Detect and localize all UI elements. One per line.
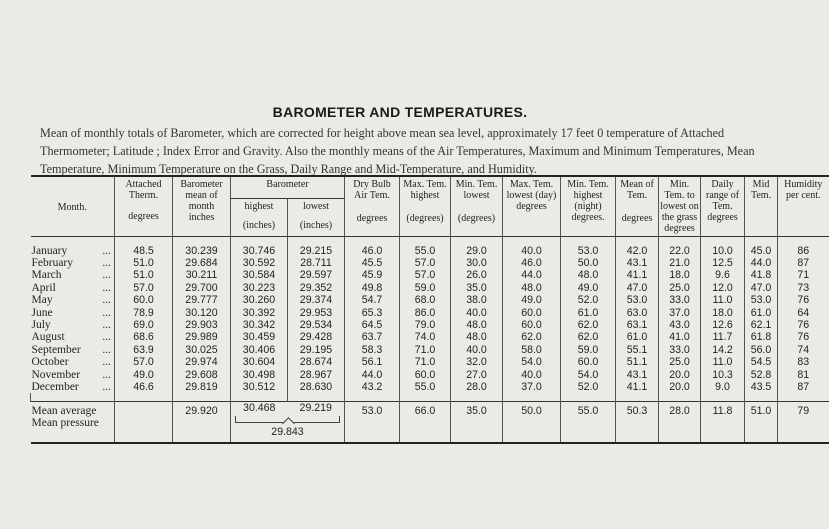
cell-nh: 61.0 xyxy=(561,306,616,318)
header-max-high: Max. Tem. highest (degrees) xyxy=(400,176,451,236)
table-row xyxy=(31,282,829,294)
header-baro-group: Barometer xyxy=(231,176,345,198)
summary-humidity: 79 xyxy=(778,402,829,444)
cell-rg: 11.7 xyxy=(701,331,745,343)
table-header xyxy=(31,176,829,236)
cell-ml: 60.0 xyxy=(503,319,561,331)
cell-bl: 28.630 xyxy=(288,381,345,393)
cell-hu: 87 xyxy=(778,381,829,393)
cell-nh: 53.0 xyxy=(561,245,616,257)
cell-bh: 30.498 xyxy=(231,368,288,380)
summary-row xyxy=(31,402,829,444)
table-row xyxy=(31,294,829,306)
header-range: Daily range of Tem. degrees xyxy=(701,176,745,236)
cell-bl: 29.953 xyxy=(288,306,345,318)
cell-bh: 30.342 xyxy=(231,319,288,331)
header-month: Month. xyxy=(31,176,115,236)
cell-gr: 20.0 xyxy=(659,368,701,380)
summary-body xyxy=(31,402,829,444)
cell-nl: 40.0 xyxy=(451,344,503,356)
cell-db: 58.3 xyxy=(345,344,400,356)
cell-mt: 42.0 xyxy=(616,245,659,257)
cell-mt: 51.1 xyxy=(616,356,659,368)
cell-ml: 49.0 xyxy=(503,294,561,306)
cell-nl: 28.0 xyxy=(451,381,503,393)
cell-bh: 30.592 xyxy=(231,257,288,269)
cell-ml: 40.0 xyxy=(503,368,561,380)
cell-bm: 29.989 xyxy=(173,331,231,343)
cell-rg: 11.0 xyxy=(701,356,745,368)
cell-md: 61.0 xyxy=(745,306,778,318)
table-row xyxy=(31,245,829,257)
summary-dry-bulb: 53.0 xyxy=(345,402,400,444)
month-cell: January ... xyxy=(31,244,111,257)
cell-mh: 57.0 xyxy=(400,257,451,269)
table-row xyxy=(31,257,829,269)
cell-nh: 48.0 xyxy=(561,269,616,281)
cell-mh: 71.0 xyxy=(400,356,451,368)
cell-db: 64.5 xyxy=(345,319,400,331)
cell-bh: 30.223 xyxy=(231,282,288,294)
cell-hu: 64 xyxy=(778,306,829,318)
cell-db: 54.7 xyxy=(345,294,400,306)
summary-max-high: 66.0 xyxy=(400,402,451,444)
cell-mt: 41.1 xyxy=(616,381,659,393)
cell-nh: 49.0 xyxy=(561,282,616,294)
month-cell: August ... xyxy=(31,331,111,344)
cell-md: 56.0 xyxy=(745,344,778,356)
cell-mt: 41.1 xyxy=(616,269,659,281)
cell-hu: 87 xyxy=(778,257,829,269)
cell-rg: 10.0 xyxy=(701,245,745,257)
header-min-low: Min. Tem. lowest (degrees) xyxy=(451,176,503,236)
cell-md: 45.0 xyxy=(745,245,778,257)
cell-ml: 40.0 xyxy=(503,245,561,257)
cell-bl: 29.428 xyxy=(288,331,345,343)
cell-gr: 25.0 xyxy=(659,356,701,368)
cell-bh: 30.512 xyxy=(231,381,288,393)
cell-mt: 43.1 xyxy=(616,257,659,269)
cell-md: 43.5 xyxy=(745,381,778,393)
cell-bl: 29.597 xyxy=(288,269,345,281)
cell-nl: 29.0 xyxy=(451,245,503,257)
month-cell: February ... xyxy=(31,257,111,270)
cell-mh: 86.0 xyxy=(400,306,451,318)
summary-min-low: 35.0 xyxy=(451,402,503,444)
table-row xyxy=(31,368,829,380)
cell-bh: 30.260 xyxy=(231,294,288,306)
cell-gr: 25.0 xyxy=(659,282,701,294)
cell-gr: 33.0 xyxy=(659,344,701,356)
cell-hu: 73 xyxy=(778,282,829,294)
cell-mh: 60.0 xyxy=(400,368,451,380)
cell-mt: 55.1 xyxy=(616,344,659,356)
summary-baro-range xyxy=(231,402,345,444)
cell-hu: 71 xyxy=(778,269,829,281)
table-row xyxy=(31,356,829,368)
cell-bl: 29.352 xyxy=(288,282,345,294)
table-row xyxy=(31,381,829,393)
cell-bl: 29.374 xyxy=(288,294,345,306)
cell-rg: 12.5 xyxy=(701,257,745,269)
cell-nl: 38.0 xyxy=(451,294,503,306)
cell-db: 44.0 xyxy=(345,368,400,380)
header-max-low: Max. Tem. lowest (day) degrees xyxy=(503,176,561,236)
cell-nh: 60.0 xyxy=(561,356,616,368)
cell-bm: 30.025 xyxy=(173,344,231,356)
cell-bm: 30.211 xyxy=(173,269,231,281)
summary-grass: 28.0 xyxy=(659,402,701,444)
cell-ml: 37.0 xyxy=(503,381,561,393)
cell-ml: 62.0 xyxy=(503,331,561,343)
header-mean-tem: Mean of Tem. degrees xyxy=(616,176,659,236)
cell-ml: 44.0 xyxy=(503,269,561,281)
cell-db: 49.8 xyxy=(345,282,400,294)
cell-bm: 29.819 xyxy=(173,381,231,393)
cell-mt: 47.0 xyxy=(616,282,659,294)
cell-att: 69.0 xyxy=(115,319,173,331)
cell-rg: 12.0 xyxy=(701,282,745,294)
summary-label: Mean average Mean pressure xyxy=(31,402,115,444)
cell-mt: 53.0 xyxy=(616,294,659,306)
intro-paragraph: Mean of monthly totals of Barometer, which are corrected for height above mean sea level, approximately 17 feet 0 temperature of Attached Thermometer; Latitude ; Index Error and Gravity. Also the monthly means of the Air Temperatures, Maximum and Minimum Temperatures, Mean Temperature, Minimum Temperature on the Grass, Daily Range and Mid-Temperature, and Humidity. xyxy=(40,126,755,176)
summary-mean-tem: 50.3 xyxy=(616,402,659,444)
cell-mh: 74.0 xyxy=(400,331,451,343)
cell-md: 54.5 xyxy=(745,356,778,368)
cell-bm: 29.974 xyxy=(173,356,231,368)
cell-md: 47.0 xyxy=(745,282,778,294)
cell-rg: 9.0 xyxy=(701,381,745,393)
cell-nl: 30.0 xyxy=(451,257,503,269)
summary-max-low: 50.0 xyxy=(503,402,561,444)
cell-mh: 55.0 xyxy=(400,381,451,393)
cell-att: 63.9 xyxy=(115,344,173,356)
cell-gr: 20.0 xyxy=(659,381,701,393)
cell-nl: 26.0 xyxy=(451,269,503,281)
cell-att: 51.0 xyxy=(115,269,173,281)
summary-baro-combined: 29.843 xyxy=(271,426,304,439)
cell-nl: 48.0 xyxy=(451,331,503,343)
cell-nl: 27.0 xyxy=(451,368,503,380)
cell-att: 68.6 xyxy=(115,331,173,343)
cell-bm: 29.684 xyxy=(173,257,231,269)
cell-db: 45.5 xyxy=(345,257,400,269)
cell-db: 63.7 xyxy=(345,331,400,343)
month-cell: December ... xyxy=(31,380,111,393)
cell-bl: 29.534 xyxy=(288,319,345,331)
cell-rg: 9.6 xyxy=(701,269,745,281)
month-cell: June ... xyxy=(31,306,111,319)
cell-bm: 30.120 xyxy=(173,306,231,318)
cell-rg: 10.3 xyxy=(701,368,745,380)
summary-mid: 51.0 xyxy=(745,402,778,444)
cell-gr: 37.0 xyxy=(659,306,701,318)
cell-bm: 29.608 xyxy=(173,368,231,380)
cell-gr: 43.0 xyxy=(659,319,701,331)
month-cell: April ... xyxy=(31,281,111,294)
cell-md: 62.1 xyxy=(745,319,778,331)
cell-nh: 54.0 xyxy=(561,368,616,380)
header-dry-bulb: Dry Bulb Air Tem. degrees xyxy=(345,176,400,236)
cell-nl: 32.0 xyxy=(451,356,503,368)
cell-mh: 59.0 xyxy=(400,282,451,294)
header-baro-high: highest (inches) xyxy=(231,198,288,236)
barometer-table xyxy=(30,175,829,444)
cell-gr: 41.0 xyxy=(659,331,701,343)
cell-rg: 12.6 xyxy=(701,319,745,331)
header-baro-low: lowest (inches) xyxy=(288,198,345,236)
cell-bm: 29.700 xyxy=(173,282,231,294)
cell-gr: 18.0 xyxy=(659,269,701,281)
table-row xyxy=(31,319,829,331)
month-cell: March ... xyxy=(31,269,111,282)
cell-md: 41.8 xyxy=(745,269,778,281)
summary-range: 11.8 xyxy=(701,402,745,444)
cell-bl: 28.674 xyxy=(288,356,345,368)
cell-nl: 48.0 xyxy=(451,319,503,331)
cell-gr: 22.0 xyxy=(659,245,701,257)
cell-hu: 86 xyxy=(778,245,829,257)
cell-md: 52.8 xyxy=(745,368,778,380)
header-grass: Min. Tem. to lowest on the grass degrees xyxy=(659,176,701,236)
table-row xyxy=(31,331,829,343)
page-title: BAROMETER AND TEMPERATURES. xyxy=(272,104,528,120)
cell-bl: 28.967 xyxy=(288,368,345,380)
cell-bm: 29.903 xyxy=(173,319,231,331)
cell-hu: 76 xyxy=(778,294,829,306)
table-body xyxy=(31,236,829,402)
cell-ml: 58.0 xyxy=(503,344,561,356)
cell-nh: 59.0 xyxy=(561,344,616,356)
table-row xyxy=(31,306,829,318)
cell-bm: 29.777 xyxy=(173,294,231,306)
cell-bh: 30.392 xyxy=(231,306,288,318)
month-cell: September ... xyxy=(31,343,111,356)
cell-mh: 71.0 xyxy=(400,344,451,356)
cell-mh: 79.0 xyxy=(400,319,451,331)
cell-bh: 30.584 xyxy=(231,269,288,281)
cell-md: 61.8 xyxy=(745,331,778,343)
cell-bh: 30.604 xyxy=(231,356,288,368)
cell-att: 48.5 xyxy=(115,245,173,257)
cell-hu: 83 xyxy=(778,356,829,368)
cell-nh: 50.0 xyxy=(561,257,616,269)
cell-nl: 40.0 xyxy=(451,306,503,318)
cell-bh: 30.746 xyxy=(231,245,288,257)
cell-hu: 74 xyxy=(778,344,829,356)
cell-ml: 46.0 xyxy=(503,257,561,269)
cell-nh: 62.0 xyxy=(561,331,616,343)
summary-baro-low: 29.219 xyxy=(299,402,332,415)
table-row xyxy=(31,344,829,356)
cell-nl: 35.0 xyxy=(451,282,503,294)
cell-db: 65.3 xyxy=(345,306,400,318)
month-cell: May ... xyxy=(31,294,111,307)
cell-gr: 33.0 xyxy=(659,294,701,306)
cell-ml: 54.0 xyxy=(503,356,561,368)
cell-db: 45.9 xyxy=(345,269,400,281)
cell-rg: 14.2 xyxy=(701,344,745,356)
cell-md: 53.0 xyxy=(745,294,778,306)
cell-db: 56.1 xyxy=(345,356,400,368)
cell-bm: 30.239 xyxy=(173,245,231,257)
header-humidity: Humidity per cent. xyxy=(778,176,829,236)
cell-mt: 61.0 xyxy=(616,331,659,343)
cell-bh: 30.459 xyxy=(231,331,288,343)
cell-mt: 63.1 xyxy=(616,319,659,331)
cell-hu: 76 xyxy=(778,331,829,343)
header-min-high: Min. Tem. highest (night) degrees. xyxy=(561,176,616,236)
header-attached: Attached Therm. degrees xyxy=(115,176,173,236)
cell-att: 78.9 xyxy=(115,306,173,318)
cell-mh: 68.0 xyxy=(400,294,451,306)
cell-att: 46.6 xyxy=(115,381,173,393)
cell-att: 57.0 xyxy=(115,282,173,294)
summary-baro-mean: 29.920 xyxy=(173,402,231,444)
month-cell: October ... xyxy=(31,356,111,369)
cell-rg: 11.0 xyxy=(701,294,745,306)
cell-att: 60.0 xyxy=(115,294,173,306)
cell-mh: 57.0 xyxy=(400,269,451,281)
cell-att: 49.0 xyxy=(115,368,173,380)
cell-nh: 52.0 xyxy=(561,381,616,393)
cell-bl: 28.711 xyxy=(288,257,345,269)
cell-gr: 21.0 xyxy=(659,257,701,269)
cell-nh: 62.0 xyxy=(561,319,616,331)
month-cell: November ... xyxy=(31,368,111,381)
month-cell: July ... xyxy=(31,319,111,332)
cell-hu: 81 xyxy=(778,368,829,380)
summary-baro-high: 30.468 xyxy=(243,402,276,415)
cell-mh: 55.0 xyxy=(400,245,451,257)
cell-db: 46.0 xyxy=(345,245,400,257)
header-mid: Mid Tem. xyxy=(745,176,778,236)
cell-nh: 52.0 xyxy=(561,294,616,306)
cell-bh: 30.406 xyxy=(231,344,288,356)
cell-hu: 76 xyxy=(778,319,829,331)
summary-min-high: 55.0 xyxy=(561,402,616,444)
cell-rg: 18.0 xyxy=(701,306,745,318)
cell-att: 51.0 xyxy=(115,257,173,269)
cell-mt: 43.1 xyxy=(616,368,659,380)
cell-att: 57.0 xyxy=(115,356,173,368)
cell-bl: 29.215 xyxy=(288,245,345,257)
table-row xyxy=(31,269,829,281)
cell-bl: 29.195 xyxy=(288,344,345,356)
cell-db: 43.2 xyxy=(345,381,400,393)
cell-md: 44.0 xyxy=(745,257,778,269)
cell-ml: 60.0 xyxy=(503,306,561,318)
cell-mt: 63.0 xyxy=(616,306,659,318)
cell-ml: 48.0 xyxy=(503,282,561,294)
header-baro-mean: Barometer mean of month inches xyxy=(173,176,231,236)
